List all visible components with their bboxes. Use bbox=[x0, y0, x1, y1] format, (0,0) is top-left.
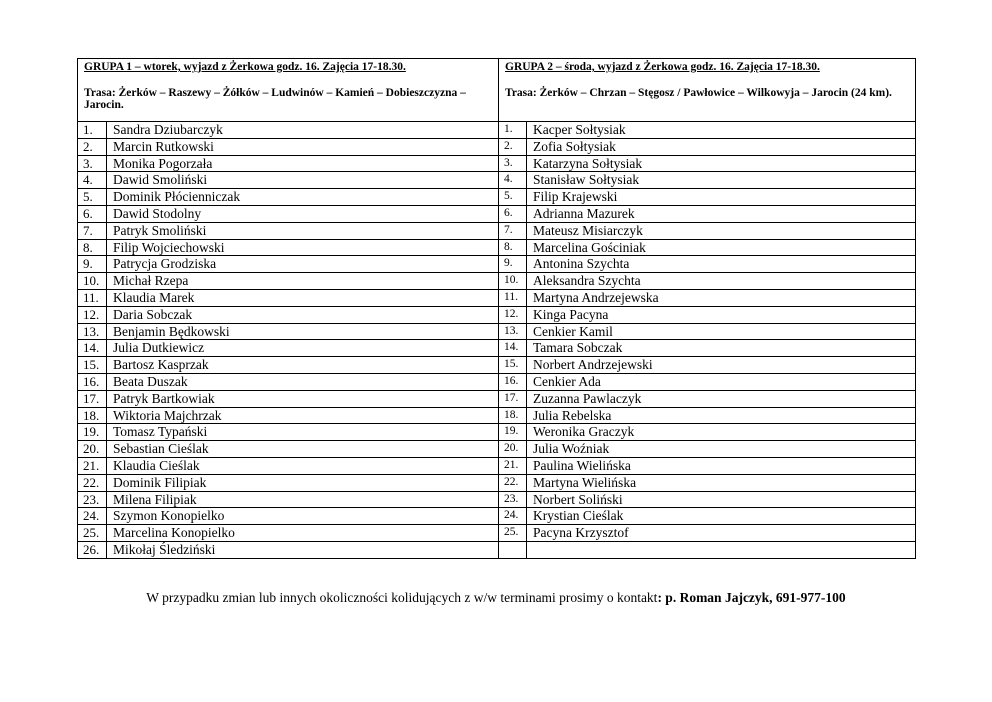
row-number: 23. bbox=[499, 492, 527, 508]
table-row bbox=[499, 289, 915, 306]
member-name: Patryk Smoliński bbox=[113, 222, 207, 238]
member-name: Daria Sobczak bbox=[113, 306, 193, 322]
row-number: 9. bbox=[499, 256, 527, 272]
document-body bbox=[77, 58, 916, 559]
row-number: 24. bbox=[499, 508, 527, 524]
table-row bbox=[499, 171, 915, 188]
row-number: 25. bbox=[78, 525, 107, 541]
table-row bbox=[78, 323, 498, 340]
row-number: 19. bbox=[499, 424, 527, 440]
table-row bbox=[78, 474, 498, 491]
member-name: Cenkier Kamil bbox=[533, 323, 613, 339]
member-name: Marcelina Gościniak bbox=[533, 239, 646, 255]
row-number: 10. bbox=[499, 273, 527, 289]
member-name: Zofia Sołtysiak bbox=[533, 138, 616, 154]
table-row bbox=[499, 205, 915, 222]
row-number: 7. bbox=[78, 223, 107, 239]
row-number: 21. bbox=[78, 458, 107, 474]
member-name: Cenkier Ada bbox=[533, 373, 601, 389]
table-row bbox=[78, 255, 498, 272]
table-row bbox=[78, 272, 498, 289]
row-number: 2. bbox=[499, 139, 527, 155]
row-number: 5. bbox=[78, 189, 107, 205]
table-row bbox=[499, 457, 915, 474]
member-name: Tomasz Typański bbox=[113, 424, 208, 440]
row-number: 24. bbox=[78, 508, 107, 524]
member-name: Kacper Sołtysiak bbox=[533, 122, 626, 137]
member-name: Wiktoria Majchrzak bbox=[113, 407, 222, 423]
table-row bbox=[78, 541, 498, 558]
member-name: Marcin Rutkowski bbox=[113, 138, 214, 154]
table-row bbox=[499, 524, 915, 541]
member-name: Milena Filipiak bbox=[113, 491, 197, 507]
group2-list bbox=[499, 121, 915, 558]
member-name: Kinga Pacyna bbox=[533, 306, 609, 322]
table-row bbox=[78, 171, 498, 188]
row-number: 6. bbox=[78, 206, 107, 222]
row-number: 18. bbox=[499, 408, 527, 424]
table-row bbox=[78, 138, 498, 155]
table-row bbox=[78, 239, 498, 256]
table-row bbox=[78, 356, 498, 373]
table-row bbox=[499, 356, 915, 373]
table-bottom-border bbox=[77, 558, 916, 559]
row-number bbox=[499, 542, 527, 558]
member-name: Patryk Bartkowiak bbox=[113, 390, 215, 406]
row-number: 2. bbox=[78, 139, 107, 155]
row-number: 22. bbox=[78, 475, 107, 491]
member-name: Sebastian Cieślak bbox=[113, 441, 209, 457]
member-name: Michał Rzepa bbox=[113, 273, 189, 289]
table-row bbox=[78, 491, 498, 508]
row-number: 16. bbox=[499, 374, 527, 390]
member-name: Tamara Sobczak bbox=[533, 340, 623, 356]
row-number: 15. bbox=[78, 357, 107, 373]
table-row bbox=[499, 474, 915, 491]
table-row bbox=[499, 541, 915, 558]
row-number: 18. bbox=[78, 408, 107, 424]
member-name: Stanisław Sołtysiak bbox=[533, 172, 640, 188]
table-row bbox=[78, 524, 498, 541]
table-row bbox=[499, 373, 915, 390]
member-name: Norbert Andrzejewski bbox=[533, 357, 653, 373]
row-number: 12. bbox=[499, 307, 527, 323]
row-number: 20. bbox=[499, 441, 527, 457]
table-row bbox=[499, 155, 915, 172]
member-name: Paulina Wielińska bbox=[533, 457, 631, 473]
member-name: Monika Pogorzała bbox=[113, 155, 213, 171]
table-row bbox=[78, 155, 498, 172]
row-number: 1. bbox=[78, 122, 107, 138]
table-row bbox=[499, 323, 915, 340]
member-name: Antonina Szychta bbox=[533, 256, 630, 272]
member-name: Dawid Smoliński bbox=[113, 172, 208, 188]
table-row bbox=[78, 306, 498, 323]
row-number: 26. bbox=[78, 542, 107, 558]
member-name: Marcelina Konopielko bbox=[113, 525, 235, 541]
contact-text: W przypadku zmian lub innych okoliczności kolidujących z w/w terminami prosimy o kontakt bbox=[146, 590, 658, 605]
member-name: Klaudia Cieślak bbox=[113, 457, 200, 473]
row-number: 3. bbox=[78, 156, 107, 172]
group1-column bbox=[78, 59, 499, 558]
member-name bbox=[527, 542, 533, 558]
member-name: Aleksandra Szychta bbox=[533, 273, 641, 289]
table-row bbox=[78, 373, 498, 390]
groups-table bbox=[77, 58, 916, 558]
member-name: Norbert Soliński bbox=[533, 491, 623, 507]
member-name: Julia Rebelska bbox=[533, 407, 612, 423]
group2-column bbox=[499, 59, 915, 558]
member-name: Klaudia Marek bbox=[113, 289, 195, 305]
table-row bbox=[499, 121, 915, 138]
row-number: 21. bbox=[499, 458, 527, 474]
table-row bbox=[499, 222, 915, 239]
row-number: 15. bbox=[499, 357, 527, 373]
table-row bbox=[499, 306, 915, 323]
member-name: Dominik Płócienniczak bbox=[113, 189, 241, 205]
row-number: 11. bbox=[78, 290, 107, 306]
row-number: 23. bbox=[78, 492, 107, 508]
row-number: 4. bbox=[499, 172, 527, 188]
contact-note bbox=[0, 590, 992, 606]
row-number: 13. bbox=[499, 324, 527, 340]
row-number: 14. bbox=[78, 340, 107, 356]
member-name: Filip Krajewski bbox=[533, 189, 618, 205]
row-number: 11. bbox=[499, 290, 527, 306]
row-number: 25. bbox=[499, 525, 527, 541]
table-row bbox=[499, 188, 915, 205]
member-name: Zuzanna Pawlaczyk bbox=[533, 390, 642, 406]
member-name: Krystian Cieślak bbox=[533, 508, 624, 524]
group2-header bbox=[499, 59, 915, 121]
table-row bbox=[78, 188, 498, 205]
table-row bbox=[499, 440, 915, 457]
group1-list bbox=[78, 121, 498, 558]
row-number: 5. bbox=[499, 189, 527, 205]
table-row bbox=[499, 255, 915, 272]
member-name: Bartosz Kasprzak bbox=[113, 357, 209, 373]
table-row bbox=[499, 507, 915, 524]
row-number: 16. bbox=[78, 374, 107, 390]
member-name: Sandra Dziubarczyk bbox=[113, 122, 223, 137]
table-row bbox=[78, 390, 498, 407]
row-number: 9. bbox=[78, 256, 107, 272]
member-name: Patrycja Grodziska bbox=[113, 256, 217, 272]
row-number: 7. bbox=[499, 223, 527, 239]
row-number: 17. bbox=[78, 391, 107, 407]
table-row bbox=[499, 339, 915, 356]
table-row bbox=[499, 407, 915, 424]
table-row bbox=[78, 407, 498, 424]
table-row bbox=[499, 239, 915, 256]
table-row bbox=[499, 390, 915, 407]
row-number: 6. bbox=[499, 206, 527, 222]
member-name: Beata Duszak bbox=[113, 373, 188, 389]
table-row bbox=[78, 121, 498, 138]
table-row bbox=[78, 205, 498, 222]
table-row bbox=[78, 339, 498, 356]
group2-route: Trasa: Żerków – Chrzan – Stęgosz / Pawłowice – Wilkowyja – Jarocin (24 km). bbox=[505, 86, 892, 99]
row-number: 13. bbox=[78, 324, 107, 340]
member-name: Julia Dutkiewicz bbox=[113, 340, 205, 356]
group1-route: Trasa: Żerków – Raszewy – Żółków – Ludwinów – Kamień – Dobieszczyzna – Jarocin. bbox=[84, 86, 466, 111]
member-name: Pacyna Krzysztof bbox=[533, 525, 629, 541]
member-name: Szymon Konopielko bbox=[113, 508, 225, 524]
member-name: Katarzyna Sołtysiak bbox=[533, 155, 643, 171]
member-name: Dawid Stodolny bbox=[113, 205, 202, 221]
row-number: 17. bbox=[499, 391, 527, 407]
member-name: Filip Wojciechowski bbox=[113, 239, 225, 255]
row-number: 4. bbox=[78, 172, 107, 188]
table-row bbox=[78, 457, 498, 474]
row-number: 1. bbox=[499, 122, 527, 138]
row-number: 22. bbox=[499, 475, 527, 491]
member-name: Mikołaj Śledziński bbox=[113, 541, 216, 557]
member-name: Dominik Filipiak bbox=[113, 474, 207, 490]
row-number: 3. bbox=[499, 156, 527, 172]
member-name: Julia Woźniak bbox=[533, 441, 610, 457]
member-name: Weronika Graczyk bbox=[533, 424, 635, 440]
table-row bbox=[499, 138, 915, 155]
group1-title: GRUPA 1 – wtorek, wyjazd z Żerkowa godz. 16. Zajęcia 17-18.30. bbox=[84, 61, 406, 73]
row-number: 14. bbox=[499, 340, 527, 356]
table-row bbox=[499, 423, 915, 440]
row-number: 12. bbox=[78, 307, 107, 323]
row-number: 8. bbox=[499, 240, 527, 256]
member-name: Benjamin Będkowski bbox=[113, 323, 230, 339]
table-row bbox=[78, 440, 498, 457]
table-row bbox=[78, 222, 498, 239]
table-row bbox=[78, 507, 498, 524]
table-row bbox=[78, 289, 498, 306]
member-name: Martyna Andrzejewska bbox=[533, 289, 659, 305]
table-row bbox=[78, 423, 498, 440]
group1-header bbox=[78, 59, 498, 121]
member-name: Adrianna Mazurek bbox=[533, 205, 635, 221]
member-name: Martyna Wielińska bbox=[533, 474, 637, 490]
member-name: Mateusz Misiarczyk bbox=[533, 222, 643, 238]
row-number: 8. bbox=[78, 240, 107, 256]
row-number: 19. bbox=[78, 424, 107, 440]
row-number: 10. bbox=[78, 273, 107, 289]
contact-person: : p. Roman Jajczyk, 691-977-100 bbox=[657, 590, 846, 605]
table-row bbox=[499, 491, 915, 508]
row-number: 20. bbox=[78, 441, 107, 457]
group2-title: GRUPA 2 – środa, wyjazd z Żerkowa godz. 16. Zajęcia 17-18.30. bbox=[505, 61, 820, 73]
table-row bbox=[499, 272, 915, 289]
